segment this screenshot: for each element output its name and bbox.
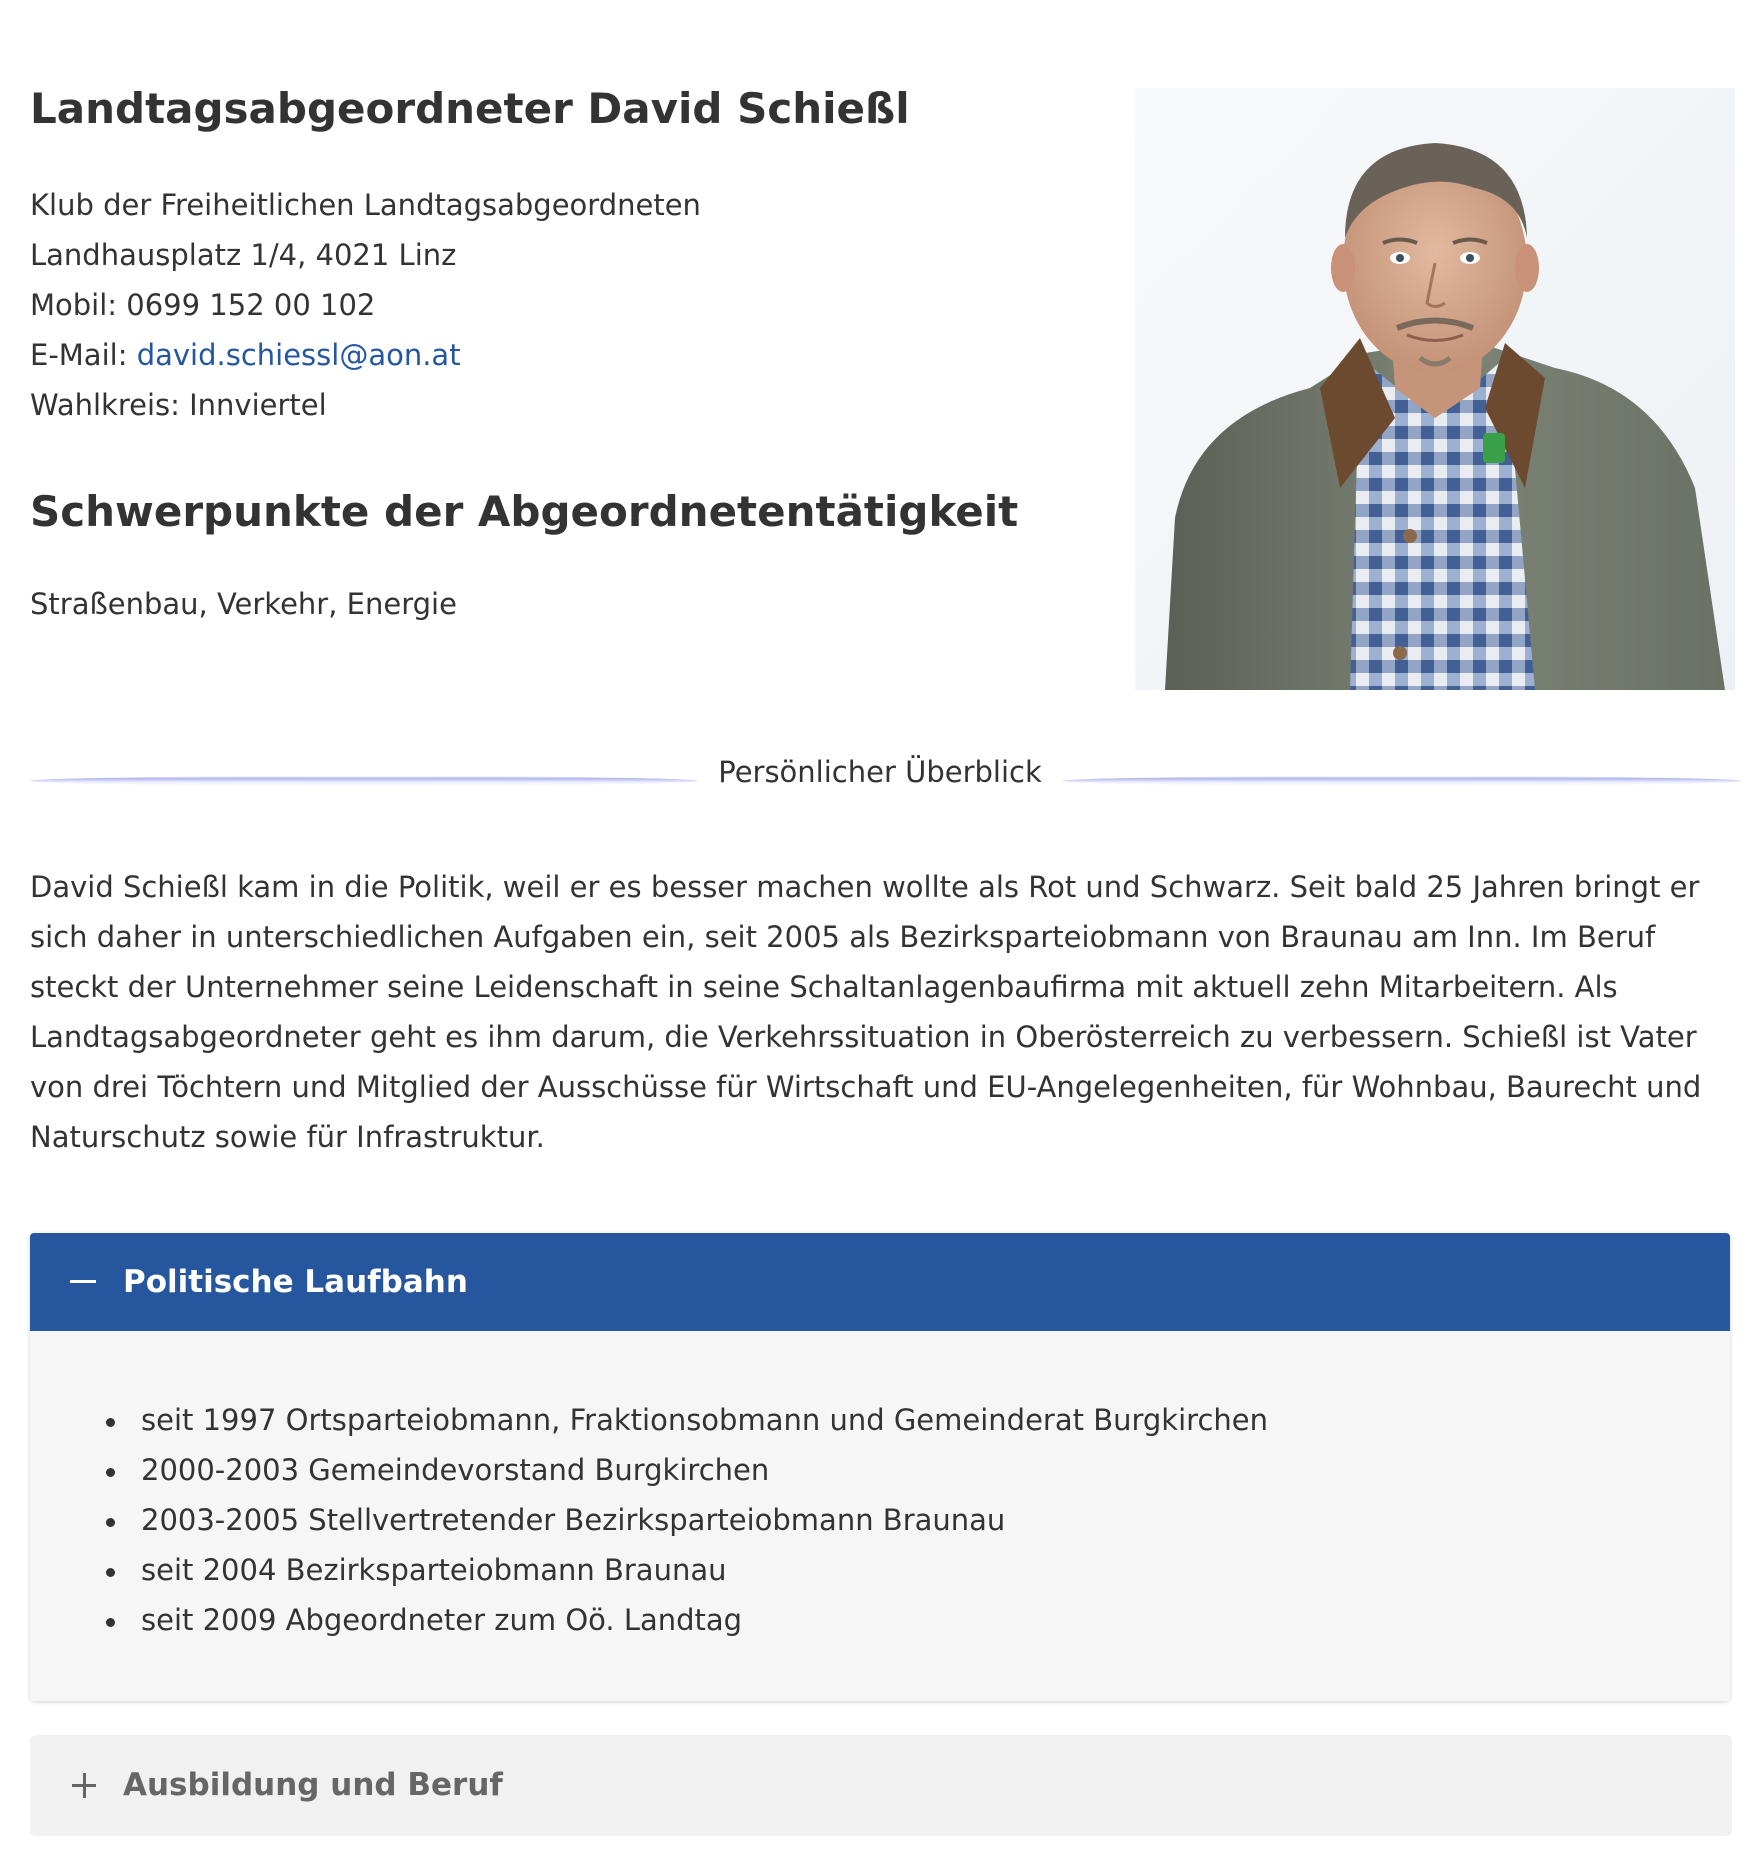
email-label: E-Mail: [30,338,128,372]
focus-text: Straßenbau, Verkehr, Energie [30,587,457,621]
accordion-header-political-career[interactable] [30,1233,1730,1331]
divider-line-right [1062,776,1742,786]
divider-label: Persönlicher Überblick [718,755,1042,789]
list-item: seit 2009 Abgeordneter zum Oö. Landtag [141,1595,1268,1645]
accordion-header-education-career[interactable] [30,1735,1732,1836]
district-label: Wahlkreis: [30,388,180,422]
list-item: seit 1997 Ortsparteiobmann, Fraktionsobmann und Gemeinderat Burgkirchen [141,1395,1268,1445]
page-title: Landtagsabgeordneter David Schießl [30,84,910,133]
focus-heading: Schwerpunkte der Abgeordnetentätigkeit [30,487,1019,536]
district-value: Innviertel [189,388,327,422]
mobile-line [30,280,701,330]
divider-line-left [30,776,698,786]
accordion-title: Politische Laufbahn [123,1264,468,1300]
accordion-political-career [30,1233,1730,1701]
mobile-number: 0699 152 00 102 [126,288,376,322]
address: Landhausplatz 1/4, 4021 Linz [30,238,457,272]
accordion-body-political-career [30,1331,1730,1701]
list-item: 2003-2005 Stellvertretender Bezirksparteiobmann Braunau [141,1495,1268,1545]
plus-icon-vertical [83,1773,86,1798]
biography-text: David Schießl kam in die Politik, weil er es besser machen wollte als Rot und Schwarz. Seit bald 25 Jahren bringt er sich daher in unterschiedlichen Aufgaben ein, seit 2005 als Bezirksparteiobmann von Braunau am Inn. Im Beruf steckt der Unternehmer seine Leidenschaft in seine Schaltanlagenbaufirma mit aktuell zehn Mitarbeitern. Als Landtagsabgeordneter geht es ihm darum, die Verkehrssituation in Oberösterreich zu verbessern. Schießl ist Vater von drei Töchtern und Mitglied der Ausschüsse für Wirtschaft und EU-Angelegenheiten, für Wohnbau, Baurecht und Naturschutz sowie für Infrastruktur. [30,870,1702,1154]
list-item: 2000-2003 Gemeindevorstand Burgkirchen [141,1445,1268,1495]
contact-block [30,180,701,430]
email-line [30,330,701,380]
list-item: seit 2004 Bezirksparteiobmann Braunau [141,1545,1268,1595]
accordion-title: Ausbildung und Beruf [123,1767,503,1803]
club-name: Klub der Freiheitlichen Landtagsabgeordneten [30,188,701,222]
section-divider [30,752,1742,792]
career-list [30,1395,1268,1645]
email-link[interactable]: david.schiessl@aon.at [136,338,461,372]
minus-icon [70,1280,96,1283]
portrait-photo [1135,88,1735,690]
mobile-label: Mobil: [30,288,118,322]
district-line [30,380,701,430]
